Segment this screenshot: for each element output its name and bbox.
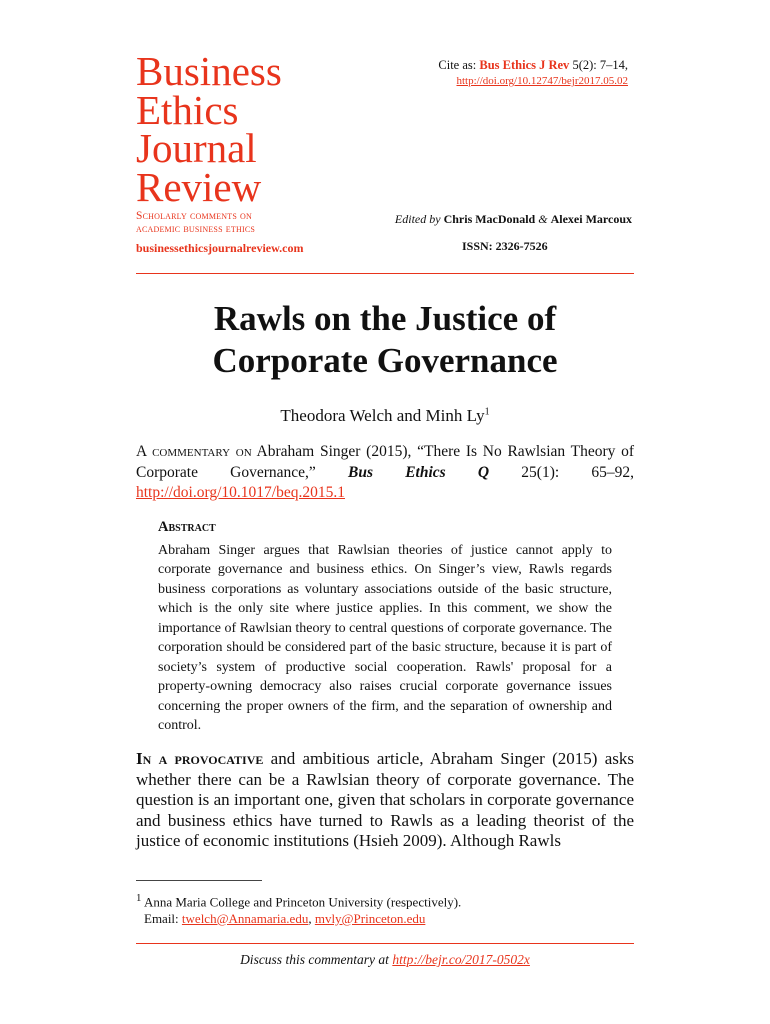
- discuss-text: Discuss this commentary at: [240, 952, 393, 967]
- journal-name-line: Review: [136, 163, 262, 210]
- authors-text: Theodora Welch and Minh Ly: [280, 406, 485, 425]
- journal-name: [136, 48, 282, 210]
- abstract-text: Abraham Singer argues that Rawlsian theories of justice cannot apply to corporate governance and business ethics. On Singer’s view, Rawls regards business corporations as voluntary associations outside of the basic structure, which is the only site where justice applies. In this comment, we show the importance of Rawlsian theory to central questions of corporate governance. The corporation should be considered part of the basic structure, because it is part of society’s system of productive social cooperation. Rawls' proposal for a property-owning democracy also raises crucial corporate governance issues concerning the proper owners of the firm, and the separation of ownership and control.: [158, 542, 612, 733]
- journal-tagline: [136, 210, 255, 236]
- commentary-lead: A commentary on: [136, 443, 252, 460]
- editors-line: [395, 212, 632, 227]
- issn: ISSN: 2326-7526: [462, 239, 548, 253]
- discuss-link[interactable]: http://bejr.co/2017-0502x: [392, 952, 530, 967]
- email-link-ly[interactable]: mvly@Princeton.edu: [314, 910, 426, 926]
- citation-doi-link[interactable]: http://doi.org/10.12747/bejr2017.05.02: [456, 75, 628, 87]
- header-divider: [136, 273, 634, 274]
- footnote-separator: ,: [308, 910, 315, 926]
- commentary-text: Abraham Singer (2015), “There Is No Rawlsian Theory of Corporate Governance,”: [136, 443, 635, 481]
- discuss-line: [136, 952, 634, 968]
- editor-name: Chris MacDonald: [443, 212, 536, 226]
- journal-name-line: Ethics: [136, 86, 239, 133]
- email-link-welch[interactable]: twelch@Annamaria.edu: [181, 910, 309, 926]
- journal-name-line: Business: [136, 48, 282, 94]
- footnote-affiliation: Anna Maria College and Princeton University (respectively).: [141, 894, 462, 910]
- body-text: and ambitious article, Abraham Singer (2015) asks whether there can be a Rawlsian theory of corporate governance. The question is an important one, given that scholars in corporate governance and business ethics have turned to Rawls as a leading theorist of the justice of economic institutions (Hsieh 2009). Although Rawls: [136, 749, 634, 850]
- footnote-divider: [136, 880, 262, 881]
- article-title: [136, 298, 634, 382]
- journal-name-line: Journal: [136, 125, 257, 171]
- body-paragraph: [136, 749, 634, 852]
- footer-divider: [136, 943, 634, 944]
- citation: [438, 58, 628, 89]
- commentary-journal: Bus Ethics Q: [348, 463, 490, 481]
- body-lead: In a provocative: [136, 749, 264, 768]
- footnote: [136, 890, 634, 927]
- author-footnote-mark[interactable]: 1: [484, 406, 490, 418]
- commentary-text: 25(1): 65–92,: [489, 463, 634, 481]
- edited-by-label: Edited by: [394, 212, 441, 226]
- journal-website[interactable]: businessethicsjournalreview.com: [136, 241, 304, 255]
- citation-line: [438, 58, 628, 73]
- footnote-affiliation-line: [136, 890, 634, 911]
- commentary-doi-link[interactable]: http://doi.org/10.1017/beq.2015.1: [136, 484, 345, 501]
- article-title-line: Rawls on the Justice of: [213, 299, 557, 338]
- commentary-reference: [136, 442, 634, 504]
- footnote-mark: 1: [136, 892, 142, 904]
- abstract: [158, 518, 612, 736]
- article-title-line: Corporate Governance: [212, 341, 558, 380]
- citation-prefix: Cite as:: [438, 58, 480, 72]
- footnote-email-label: Email:: [144, 910, 182, 926]
- tagline-line: academic business ethics: [136, 223, 256, 235]
- article-authors: [136, 406, 634, 426]
- editor-amp: &: [538, 212, 548, 226]
- editor-name: Alexei Marcoux: [550, 212, 632, 226]
- citation-volume: 5(2): 7–14,: [569, 58, 628, 72]
- citation-journal: Bus Ethics J Rev: [479, 58, 570, 72]
- abstract-heading: Abstract: [158, 519, 216, 535]
- footnote-email-line: [136, 911, 634, 928]
- tagline-line: Scholarly comments on: [136, 210, 252, 222]
